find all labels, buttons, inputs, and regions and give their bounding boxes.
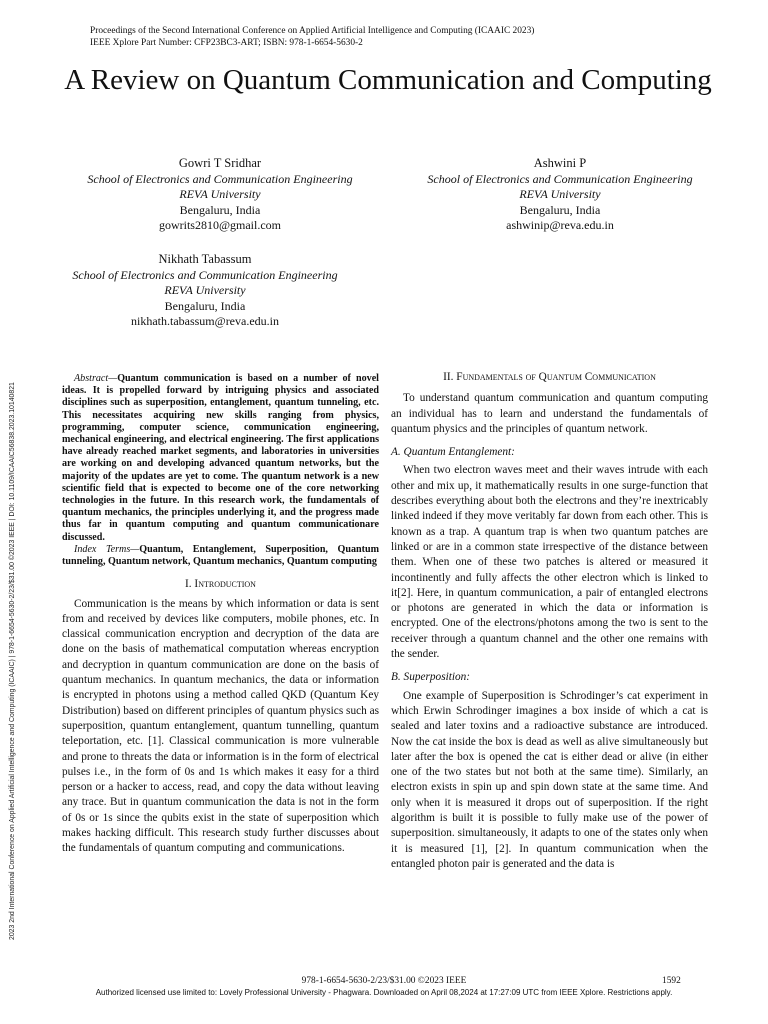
doi-side-strip: 2023 2nd International Conference on Applied Artificial Intelligence and Computing (ICAAIC) | 978-1-6654-5630-2/23/$31.00 ©2023 IEEE | DOI: 10.1109/ICAAIC56838.2023.10140821 xyxy=(9,382,16,940)
section-heading-introduction: I. Introduction xyxy=(185,578,256,591)
author-city: Bengaluru, India xyxy=(179,202,261,217)
proceedings-line: Proceedings of the Second International Conference on Applied Artificial Intelligence and Computing (ICAAIC 2023) xyxy=(90,26,535,36)
conference-header xyxy=(90,25,534,49)
abstract-text: Quantum communication is based on a number of novel ideas. It is propelled forward by intriguing physics and associated disciplines such as superposition, entanglement, quantum tunneling, etc. This necessitates acquiring new skills ranging from physics, programming, computer science, communication engineering, mechanical engineering, and electrical engineering. The first applications have already reached market segments, and laboratories in universities are working on and developing advanced quantum networks, but the majority of the updates are yet to come. The quantum network is a new scientific field that is expected to become one of the core networking technologies in the future. In this research work, the fundamentals of quantum mechanics, the principles underlying it, and the progress made thus far in quantum computing and quantum communicationare discussed. xyxy=(62,373,379,543)
author-department: School of Electronics and Communication Engineering xyxy=(427,171,693,186)
left-column xyxy=(62,373,379,857)
entanglement-paragraph: When two electron waves meet and their waves intrude with each other and mix up, it mathematically results in one surge-function that describes everything about both the electrons and they’re inextricably linked indeed if they move veritably far down from each other. This is known as a trap. A quantum trap is when two quantum patches are linked or are in a common state irrespective of the distance between them. When one of these two patches is altered or measured it incontinently and fully affects the other electron which is linked to it[2]. Here, in quantum communication, a pair of entangled electrons or photons are generated in which the data or information is encrypted. One of the electrons/photons among the two is sent to the receiver through a quantum channel and the other one remains with the sender. xyxy=(391,464,708,661)
author-email[interactable]: gowrits2810@gmail.com xyxy=(158,218,282,233)
author-name: Nikhath Tabassum xyxy=(158,252,252,266)
author-email[interactable]: nikhath.tabassum@reva.edu.in xyxy=(130,314,279,329)
author-name: Gowri T Sridhar xyxy=(178,156,262,170)
author-block-1 xyxy=(60,156,380,234)
right-column xyxy=(391,370,708,872)
author-block-3 xyxy=(45,252,365,330)
page-number: 1592 xyxy=(662,976,681,986)
index-terms-label: Index Terms— xyxy=(74,543,140,555)
index-terms-text: Quantum, Entanglement, Superposition, Quantum tunneling, Quantum network, Quantum mechanics, Quantum computing xyxy=(62,543,379,568)
author-name: Ashwini P xyxy=(533,156,587,170)
section-heading-fundamentals: II. Fundamentals of Quantum Communication xyxy=(443,371,656,383)
author-department: School of Electronics and Communication Engineering xyxy=(72,267,338,282)
subsection-heading-superposition: B. Superposition: xyxy=(391,671,471,684)
author-city: Bengaluru, India xyxy=(164,298,246,313)
index-terms xyxy=(62,544,379,568)
license-notice: Authorized licensed use limited to: Lovely Professional University - Phagwara. Downloaded on April 08,2024 at 17:27:09 UTC from IEEE Xplore. Restrictions apply. xyxy=(95,988,673,997)
author-university: REVA University xyxy=(519,187,601,202)
author-city: Bengaluru, India xyxy=(519,202,601,217)
author-email[interactable]: ashwinip@reva.edu.in xyxy=(506,218,614,233)
subsection-heading-entanglement: A. Quantum Entanglement: xyxy=(391,446,515,459)
abstract xyxy=(62,373,379,544)
introduction-paragraph: Communication is the means by which information or data is sent from and received by devices like computers, mobile phones, etc. In classical communication encryption and decryption of the data are done on the basis of mathematical computation whereas encryption and decryption in quantum communication are done on the basis of quantum mechanics. In quantum mechanics, the data or information is encrypted in photons using a method called QKD (Quantum Key Distribution) based on different principles of quantum physics such as superposition, quantum entanglement, quantum tunnelling, quantum teleportation, etc. [1]. Classical communication is more vulnerable and prone to threats the data or information is in the form of electrical pulses i.e., in the form of 0s and 1s which makes it easy for a third person or a hacker to access, read, and copy the data without leaving any trace. But in quantum communication the data is not in the form of 0s or 1s since the qubits exist in the state of superposition which makes hacking difficult. This research study further discusses about the fundamentals of quantum computing and communications. xyxy=(62,597,379,855)
author-university: REVA University xyxy=(179,187,261,202)
fundamentals-intro-paragraph: To understand quantum communication and quantum computing an individual has to learn and understand the fundamentals of quantum physics and the principles of quantum network. xyxy=(391,392,708,435)
footer-copyright: 978-1-6654-5630-2/23/$31.00 ©2023 IEEE xyxy=(301,976,467,986)
superposition-paragraph: One example of Superposition is Schrodinger’s cat experiment in which Erwin Schrodinger imagines a box inside of which a cat is sealed and later toxins and a radioactive substance are introduced. Now the cat inside the box is dead as well as alive simultaneously but later after the box is opened the cat is either dead or alive (in either one of the two states but not both at the same time). Similarly, an electron exists in spin up and spin down state at the same time. And only when it is measured it drops out of superposition. If the right algorithm is built it is possible to fully make use of the power of superposition. simultaneously, it adapts to one of the states only when it is measured [1], [2]. In quantum communication when the entangled photon pair is generated and the data is xyxy=(391,689,708,870)
abstract-label: Abstract— xyxy=(74,373,118,384)
author-department: School of Electronics and Communication Engineering xyxy=(87,171,353,186)
paper-title: A Review on Quantum Communication and Computing xyxy=(64,64,712,96)
ieee-part-number-line: IEEE Xplore Part Number: CFP23BC3-ART; ISBN: 978-1-6654-5630-2 xyxy=(90,38,363,48)
author-block-2 xyxy=(400,156,720,234)
author-university: REVA University xyxy=(164,283,246,298)
